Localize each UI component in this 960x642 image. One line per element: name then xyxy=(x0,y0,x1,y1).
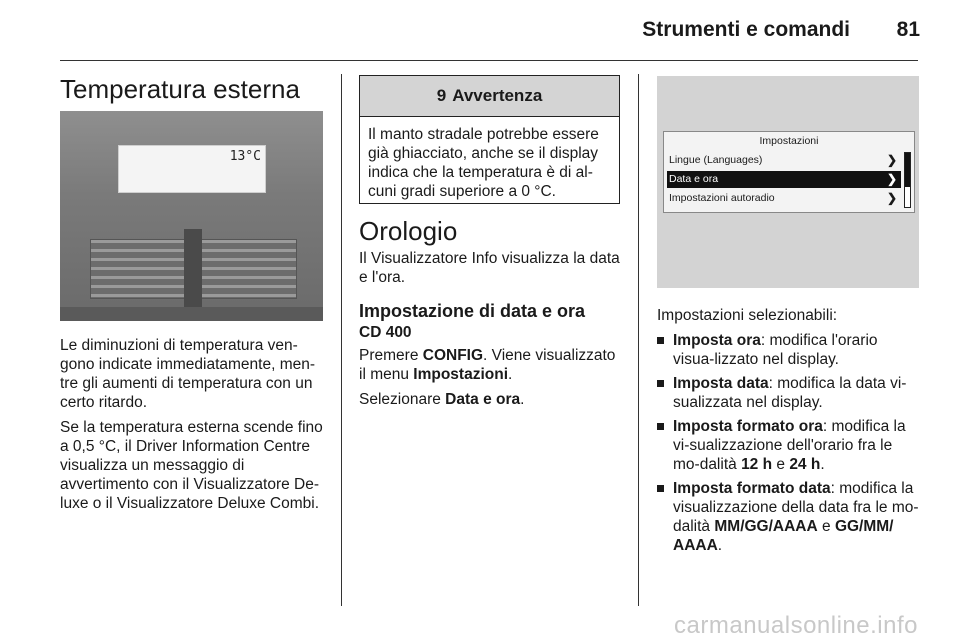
paragraph-temperature-changes: Le diminuzioni di temperatura ven-gono indicate immediatamente, men-tre gli aumenti di temperatura con un certo ritardo. xyxy=(60,337,316,411)
watermark: carmanualsonline.info xyxy=(674,612,918,639)
chevron-right-icon: ❯ xyxy=(886,191,897,205)
column-divider-1 xyxy=(341,74,342,606)
settings-panel xyxy=(663,131,915,213)
list-item: Imposta data: modifica la data vi-sualizzata nel display. xyxy=(657,374,922,412)
paragraph-press-config: Premere CONFIG. Viene visualizzato il menu Impostazioni. xyxy=(359,347,616,383)
list-item: Imposta formato ora: modifica la vi-sualizzazione dell'orario fra le mo-dalità 12 h e 24 h. xyxy=(657,417,922,474)
settings-row-languages: Lingue (Languages) ❯ xyxy=(667,152,901,169)
chevron-right-icon: ❯ xyxy=(886,172,897,186)
page-header-title: Strumenti e comandi xyxy=(642,18,850,41)
section-heading-clock: Orologio xyxy=(359,216,458,246)
settings-display-image xyxy=(657,76,919,288)
column-1 xyxy=(60,74,325,105)
warning-text: Il manto stradale potrebbe essere già ghiacciato, anche se il display indica che la temperatura è di al-cuni gradi superiore a 0 °C. xyxy=(368,126,599,200)
column-1-text xyxy=(60,336,326,513)
settings-option-list xyxy=(657,331,922,555)
column-divider-2 xyxy=(638,74,639,606)
photo-display-screen xyxy=(118,145,266,193)
settings-scrollbar-thumb xyxy=(905,153,910,187)
photo-vent-left xyxy=(90,239,187,299)
paragraph-selectable-settings: Impostazioni selezionabili: xyxy=(657,307,838,324)
warning-icon: 9 xyxy=(436,86,447,105)
column-3-text xyxy=(657,306,922,560)
settings-row-date-time: Data e ora ❯ xyxy=(667,171,901,188)
settings-scrollbar xyxy=(904,152,911,208)
settings-row-radio-settings: Impostazioni autoradio ❯ xyxy=(667,190,901,207)
paragraph-clock-intro: Il Visualizzatore Info visualizza la data e l'ora. xyxy=(359,250,620,286)
paragraph-select-date-time: Selezionare Data e ora. xyxy=(359,391,525,408)
warning-box xyxy=(359,75,620,204)
warning-header xyxy=(360,76,619,117)
photo-temperature-readout: 13°C xyxy=(229,149,261,164)
section-heading-outside-temperature: Temperatura esterna xyxy=(60,74,300,104)
column-2-text xyxy=(359,216,624,409)
date-time-menu-item: Data e ora xyxy=(445,391,521,408)
subheading-date-time-setting: Impostazione di data e ora xyxy=(359,301,586,321)
photo-center-bar xyxy=(184,229,202,309)
page-number: 81 xyxy=(896,18,920,41)
header-rule xyxy=(60,60,918,61)
photo-lower-strip xyxy=(60,307,323,321)
settings-menu-name: Impostazioni xyxy=(413,366,509,383)
photo-vent-right xyxy=(200,239,297,299)
list-item: Imposta ora: modifica l'orario visua-lizzato nel display. xyxy=(657,331,922,369)
paragraph-ice-warning: Se la temperatura esterna scende fino a 0,5 °C, il Driver Information Centre visualizza un messaggio di avvertimento con il Visualizzatore De-luxe o il Visualizzatore Deluxe Combi. xyxy=(60,419,323,512)
list-item: Imposta formato data: modifica la visualizzazione della data fra le mo-dalità MM/GG/AAAA e GG/MM/ AAAA. xyxy=(657,479,922,555)
settings-panel-title: Impostazioni xyxy=(759,135,819,147)
model-label: CD 400 xyxy=(359,324,412,341)
chevron-right-icon: ❯ xyxy=(886,153,897,167)
config-key: CONFIG xyxy=(422,347,484,364)
dashboard-photo xyxy=(60,111,323,321)
warning-title: Avvertenza xyxy=(452,86,543,105)
